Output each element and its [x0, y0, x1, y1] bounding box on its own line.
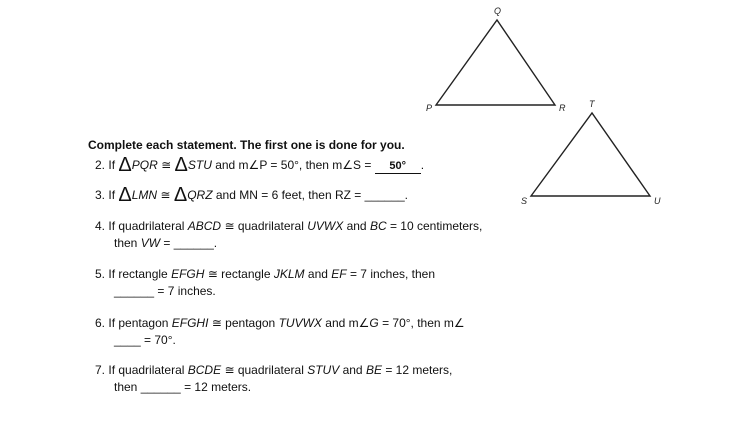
item-3: 3. If ΔLMN ≅ ΔQRZ and MN = 6 feet, then RZ = ______.: [95, 184, 409, 206]
label-p: P: [426, 103, 433, 113]
label-r: R: [559, 103, 566, 113]
item-6-continued: ____ = 70°.: [114, 333, 176, 347]
item-7-continued: then ______ = 12 meters.: [114, 380, 252, 394]
item-4: 4. If quadrilateral ABCD ≅ quadrilateral UVWX and BC = 10 centimeters,: [95, 219, 483, 233]
label-s: S: [521, 196, 528, 206]
label-q: Q: [494, 6, 502, 16]
label-u: U: [654, 196, 661, 206]
item-5: 5. If rectangle EFGH ≅ rectangle JKLM and EF = 7 inches, then: [95, 267, 436, 281]
triangle-stu: [531, 113, 650, 196]
instructions-heading: Complete each statement. The first one is done for you.: [88, 138, 405, 152]
label-t: T: [589, 99, 595, 109]
item-2: 2. If ΔPQR ≅ ΔSTU and m∠P = 50°, then m∠S = 50° .: [95, 154, 425, 176]
item-7: 7. If quadrilateral BCDE ≅ quadrilateral STUV and BE = 12 meters,: [95, 363, 453, 377]
item-5-continued: ______ = 7 inches.: [114, 284, 216, 298]
item-4-continued: then VW = ______.: [114, 236, 218, 250]
item-6: 6. If pentagon EFGHI ≅ pentagon TUVWX and m∠G = 70°, then m∠: [95, 316, 465, 330]
answer-50: 50°: [389, 160, 407, 172]
triangle-pqr: [436, 20, 555, 105]
